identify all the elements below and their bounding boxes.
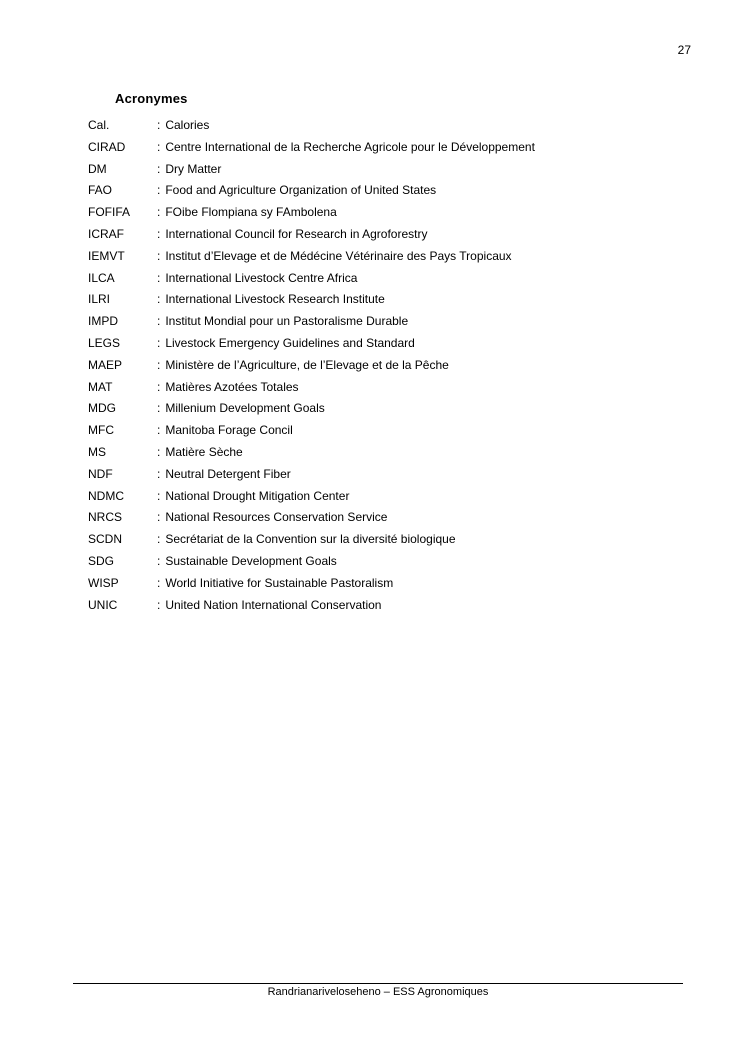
acronym-definition: Food and Agriculture Organization of United States bbox=[165, 183, 437, 198]
acronym-definition: Ministère de l’Agriculture, de l’Elevage et de la Pêche bbox=[165, 357, 449, 372]
acronym-definition: National Resources Conservation Service bbox=[165, 510, 388, 525]
acronym-row bbox=[88, 183, 688, 205]
acronym-definition: International Livestock Centre Africa bbox=[165, 270, 358, 285]
page-number: 27 bbox=[677, 43, 691, 57]
acronym-definition: FOibe Flompiana sy FAmbolena bbox=[165, 205, 337, 220]
acronym-row bbox=[88, 380, 688, 402]
acronym-row bbox=[88, 292, 688, 314]
acronym-abbr: WISP bbox=[88, 575, 119, 590]
acronym-definition: National Drought Mitigation Center bbox=[165, 488, 350, 503]
acronym-row bbox=[88, 576, 688, 598]
acronym-definition: Dry Matter bbox=[165, 161, 222, 176]
acronym-abbr: SDG bbox=[88, 553, 115, 568]
acronym-separator: : bbox=[157, 510, 161, 525]
acronym-definition: Livestock Emergency Guidelines and Standard bbox=[165, 335, 415, 350]
acronym-abbr: NDMC bbox=[88, 488, 124, 503]
acronym-separator: : bbox=[157, 205, 161, 220]
acronym-separator: : bbox=[157, 335, 161, 350]
acronym-separator: : bbox=[157, 357, 161, 372]
acronym-abbr: Cal. bbox=[88, 118, 110, 132]
acronym-separator: : bbox=[157, 423, 161, 438]
acronym-definition: Centre International de la Recherche Agricole pour le Développement bbox=[165, 139, 535, 154]
acronym-separator: : bbox=[157, 444, 161, 459]
acronym-separator: : bbox=[157, 314, 161, 329]
acronym-separator: : bbox=[157, 401, 161, 416]
acronym-row bbox=[88, 510, 688, 532]
acronym-abbr: DM bbox=[88, 161, 107, 176]
acronym-abbr: MFC bbox=[88, 423, 114, 438]
acronym-separator: : bbox=[157, 379, 161, 394]
acronym-row bbox=[88, 489, 688, 511]
acronym-row bbox=[88, 249, 688, 271]
acronym-row bbox=[88, 401, 688, 423]
acronym-row bbox=[88, 532, 688, 554]
acronym-separator: : bbox=[157, 226, 161, 241]
acronym-abbr: MDG bbox=[88, 401, 116, 416]
acronym-definition: World Initiative for Sustainable Pastoralism bbox=[165, 575, 394, 590]
acronym-row bbox=[88, 271, 688, 293]
acronym-row bbox=[88, 423, 688, 445]
acronym-separator: : bbox=[157, 248, 161, 263]
acronym-separator: : bbox=[157, 488, 161, 503]
acronym-abbr: FAO bbox=[88, 183, 113, 198]
acronym-definition: Millenium Development Goals bbox=[165, 401, 325, 416]
acronym-abbr: LEGS bbox=[88, 335, 121, 350]
acronym-row bbox=[88, 445, 688, 467]
acronym-abbr: ILCA bbox=[88, 270, 115, 285]
acronym-separator: : bbox=[157, 466, 161, 481]
acronym-definition: Matières Azotées Totales bbox=[165, 379, 299, 394]
acronym-abbr: UNIC bbox=[88, 597, 118, 612]
acronym-row bbox=[88, 162, 688, 184]
acronym-abbr: MS bbox=[88, 444, 106, 459]
acronym-separator: : bbox=[157, 270, 161, 285]
acronym-definition: Manitoba Forage Concil bbox=[165, 423, 293, 438]
acronym-separator: : bbox=[157, 183, 161, 198]
acronym-abbr: IMPD bbox=[88, 314, 118, 329]
acronym-row bbox=[88, 140, 688, 162]
acronym-list bbox=[88, 118, 688, 619]
acronym-row bbox=[88, 314, 688, 336]
acronym-row bbox=[88, 554, 688, 576]
acronym-abbr: ILRI bbox=[88, 292, 111, 307]
acronym-separator: : bbox=[157, 161, 161, 176]
acronym-definition: United Nation International Conservation bbox=[165, 597, 382, 612]
acronym-abbr: NDF bbox=[88, 466, 113, 481]
acronym-separator: : bbox=[157, 292, 161, 307]
acronym-abbr: CIRAD bbox=[88, 139, 126, 154]
acronym-definition: Secrétariat de la Convention sur la diversité biologique bbox=[165, 532, 456, 547]
acronym-row bbox=[88, 227, 688, 249]
acronym-row bbox=[88, 205, 688, 227]
acronym-separator: : bbox=[157, 118, 161, 132]
acronym-separator: : bbox=[157, 139, 161, 154]
acronym-abbr: MAT bbox=[88, 379, 113, 394]
acronym-abbr: IEMVT bbox=[88, 248, 125, 263]
acronym-separator: : bbox=[157, 532, 161, 547]
acronym-definition: Institut d’Elevage et de Médécine Vétérinaire des Pays Tropicaux bbox=[165, 248, 512, 263]
footer-text: Randrianariveloseheno – ESS Agronomiques bbox=[267, 986, 489, 998]
acronym-definition: Matière Sèche bbox=[165, 444, 243, 459]
acronym-definition: Neutral Detergent Fiber bbox=[165, 466, 291, 481]
acronym-row bbox=[88, 598, 688, 620]
acronym-definition: Sustainable Development Goals bbox=[165, 553, 337, 568]
acronym-abbr: MAEP bbox=[88, 357, 123, 372]
acronym-separator: : bbox=[157, 575, 161, 590]
acronym-row bbox=[88, 118, 688, 140]
acronym-definition: Calories bbox=[165, 118, 210, 132]
acronym-abbr: ICRAF bbox=[88, 226, 124, 241]
acronym-abbr: SCDN bbox=[88, 532, 123, 547]
acronym-row bbox=[88, 358, 688, 380]
acronym-separator: : bbox=[157, 553, 161, 568]
acronym-definition: International Council for Research in Agroforestry bbox=[165, 226, 428, 241]
acronym-row bbox=[88, 336, 688, 358]
acronym-definition: International Livestock Research Institute bbox=[165, 292, 385, 307]
acronym-separator: : bbox=[157, 597, 161, 612]
page-title: Acronymes bbox=[115, 91, 188, 106]
acronym-definition: Institut Mondial pour un Pastoralisme Durable bbox=[165, 314, 409, 329]
acronym-row bbox=[88, 467, 688, 489]
acronym-abbr: NRCS bbox=[88, 510, 123, 525]
page-footer bbox=[73, 983, 683, 998]
acronym-abbr: FOFIFA bbox=[88, 205, 130, 220]
